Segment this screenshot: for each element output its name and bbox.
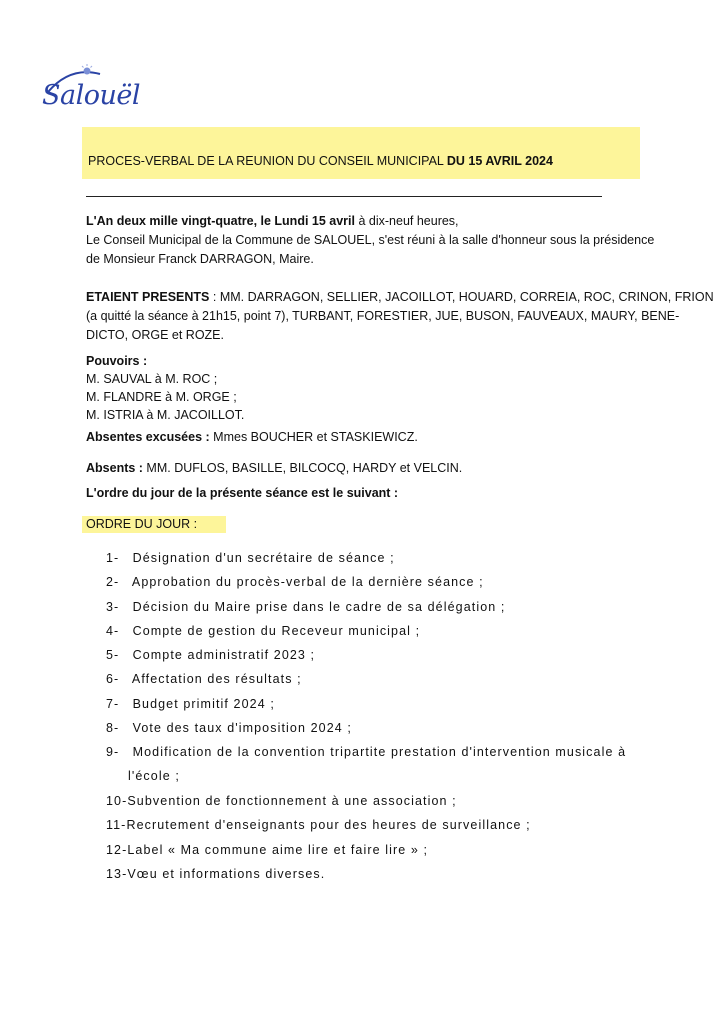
agenda-item: 11-Recrutement d'enseignants pour des heures de surveillance ; [106, 818, 531, 833]
title-date: DU 15 AVRIL 2024 [446, 154, 553, 168]
logo-text: Salouël [42, 80, 140, 111]
pouvoirs-label: Pouvoirs : [86, 354, 148, 368]
agenda-list [106, 548, 646, 888]
absents-line: Absents : MM. DUFLOS, BASILLE, BILCOCQ, HARDY et VELCIN. [86, 461, 463, 475]
agenda-item: 9- Modification de la convention tripartite prestation d'intervention musicale à l'école ; [106, 745, 627, 784]
agenda-item: 10-Subvention de fonctionnement à une association ; [106, 793, 457, 808]
presents-line-1: ETAIENT PRESENTS : MM. DARRAGON, SELLIER, JACOILLOT, HOUARD, CORREIA, ROC, CRINON, FRION [86, 290, 714, 304]
agenda-item: 7- Budget primitif 2024 ; [106, 696, 275, 711]
page-title: PROCES-VERBAL DE LA REUNION DU CONSEIL MUNICIPAL DU 15 AVRIL 2024 [88, 154, 553, 168]
agenda-item: 1- Désignation d'un secrétaire de séance ; [106, 551, 395, 565]
agenda-item: 8- Vote des taux d'imposition 2024 ; [106, 721, 352, 736]
agenda-item: 4- Compte de gestion du Receveur municipal ; [106, 623, 421, 638]
title-highlight [82, 127, 640, 179]
salouel-logo [40, 62, 140, 118]
pouvoir-item: M. FLANDRE à M. ORGE ; [86, 390, 237, 404]
intro-line-1: L'An deux mille vingt-quatre, le Lundi 15 avril à dix-neuf heures, [86, 214, 459, 228]
pouvoirs-block [86, 352, 244, 424]
agenda-item: 3- Décision du Maire prise dans le cadre de sa délégation ; [106, 599, 506, 614]
ordre-intro: L'ordre du jour de la présente séance est le suivant : [86, 486, 399, 500]
absentes-label: Absentes excusées : [86, 430, 210, 444]
agenda-item: 2- Approbation du procès-verbal de la dernière séance ; [106, 575, 484, 590]
absents-label: Absents : [86, 461, 143, 475]
agenda-item: 13-Vœu et informations diverses. [106, 866, 326, 881]
agenda-item: 5- Compte administratif 2023 ; [106, 648, 316, 663]
agenda-item: 6- Affectation des résultats ; [106, 672, 302, 687]
pouvoir-item: M. SAUVAL à M. ROC ; [86, 372, 218, 386]
ordre-label: ORDRE DU JOUR : [86, 517, 198, 531]
presents-label: ETAIENT PRESENTS [86, 290, 210, 304]
absentes-line: Absentes excusées : Mmes BOUCHER et STASKIEWICZ. [86, 430, 418, 444]
title-underline [86, 196, 602, 197]
agenda-item: 12-Label « Ma commune aime lire et faire lire » ; [106, 842, 429, 857]
intro-line-2: Le Conseil Municipal de la Commune de SALOUEL, s'est réuni à la salle d'honneur sous la présidence [86, 233, 655, 247]
presents-line-3: DICTO, ORGE et ROZE. [86, 328, 224, 342]
pouvoir-item: M. ISTRIA à M. JACOILLOT. [86, 408, 245, 422]
presents-line-2: (a quitté la séance à 21h15, point 7), TURBANT, FORESTIER, JUE, BUSON, FAUVEAUX, MAURY, BENE- [86, 309, 680, 323]
intro-line-3: de Monsieur Franck DARRAGON, Maire. [86, 252, 314, 266]
